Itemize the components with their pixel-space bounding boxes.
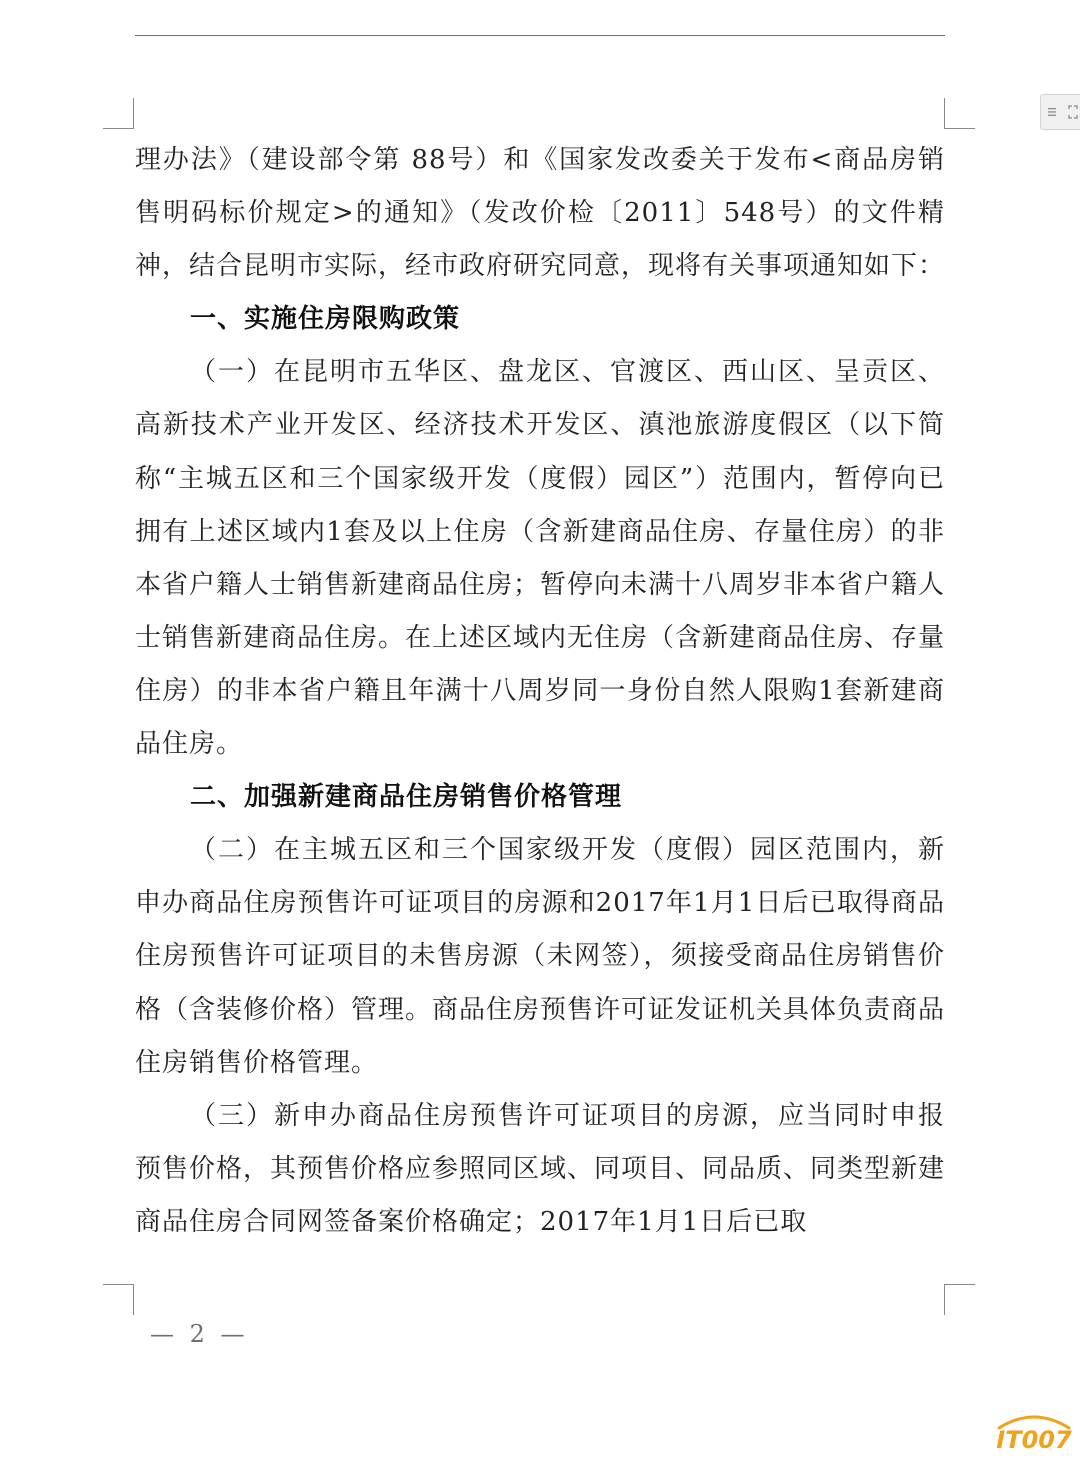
paragraph-item-1: （一）在昆明市五华区、盘龙区、官渡区、西山区、呈贡区、高新技术产业开发区、经济技术开发区、滇池旅游度假区（以下简称“主城五区和三个国家级开发（度假）园区”）范围内，暂停向已拥有上述区域内1套及以上住房（含新建商品住房、存量住房）的非本省户籍人士销售新建商品住房；暂停向未满十八周岁非本省户籍人士销售新建商品住房。在上述区域内无住房（含新建商品住房、存量住房）的非本省户籍且年满十八周岁同一身份自然人限购1套新建商品住房。 [135,357,946,760]
paragraph-item-3: （三）新申办商品住房预售许可证项目的房源，应当同时申报预售价格，其预售价格应参照同区域、同项目、同品质、同类型新建商品住房合同网签备案价格确定；2017年1月1日后已取 [135,1100,946,1237]
paragraph-intro: 理办法》（建设部令第 88号）和《国家发改委关于发布<商品房销售明码标价规定>的通知》（发改价检〔2011〕548号）的文件精神，结合昆明市实际，经市政府研究同意，现将有关事项通知如下： [135,145,946,282]
expand-icon[interactable] [1068,105,1078,119]
watermark-logo [993,1412,1075,1458]
watermark-text: IT007 [996,1426,1072,1454]
crop-mark-top-left [103,98,134,129]
section-heading-2: 二、加强新建商品住房销售价格管理 [190,782,623,813]
crop-mark-bottom-left [103,1284,134,1315]
list-icon[interactable] [1047,105,1057,119]
crop-mark-bottom-right [944,1284,975,1315]
side-toolbar[interactable] [1040,94,1080,130]
header-rule [135,35,945,36]
paragraph-item-2: （二）在主城五区和三个国家级开发（度假）园区范围内，新申办商品住房预售许可证项目的房源和2017年1月1日后已取得商品住房预售许可证项目的未售房源（未网签），须接受商品住房销售价格（含装修价格）管理。商品住房预售许可证发证机关具体负责商品住房销售价格管理。 [135,835,946,1078]
page-number: — 2 — [150,1320,249,1348]
document-body [135,134,945,1249]
section-heading-1: 一、实施住房限购政策 [190,304,461,335]
crop-mark-top-right [944,98,975,129]
